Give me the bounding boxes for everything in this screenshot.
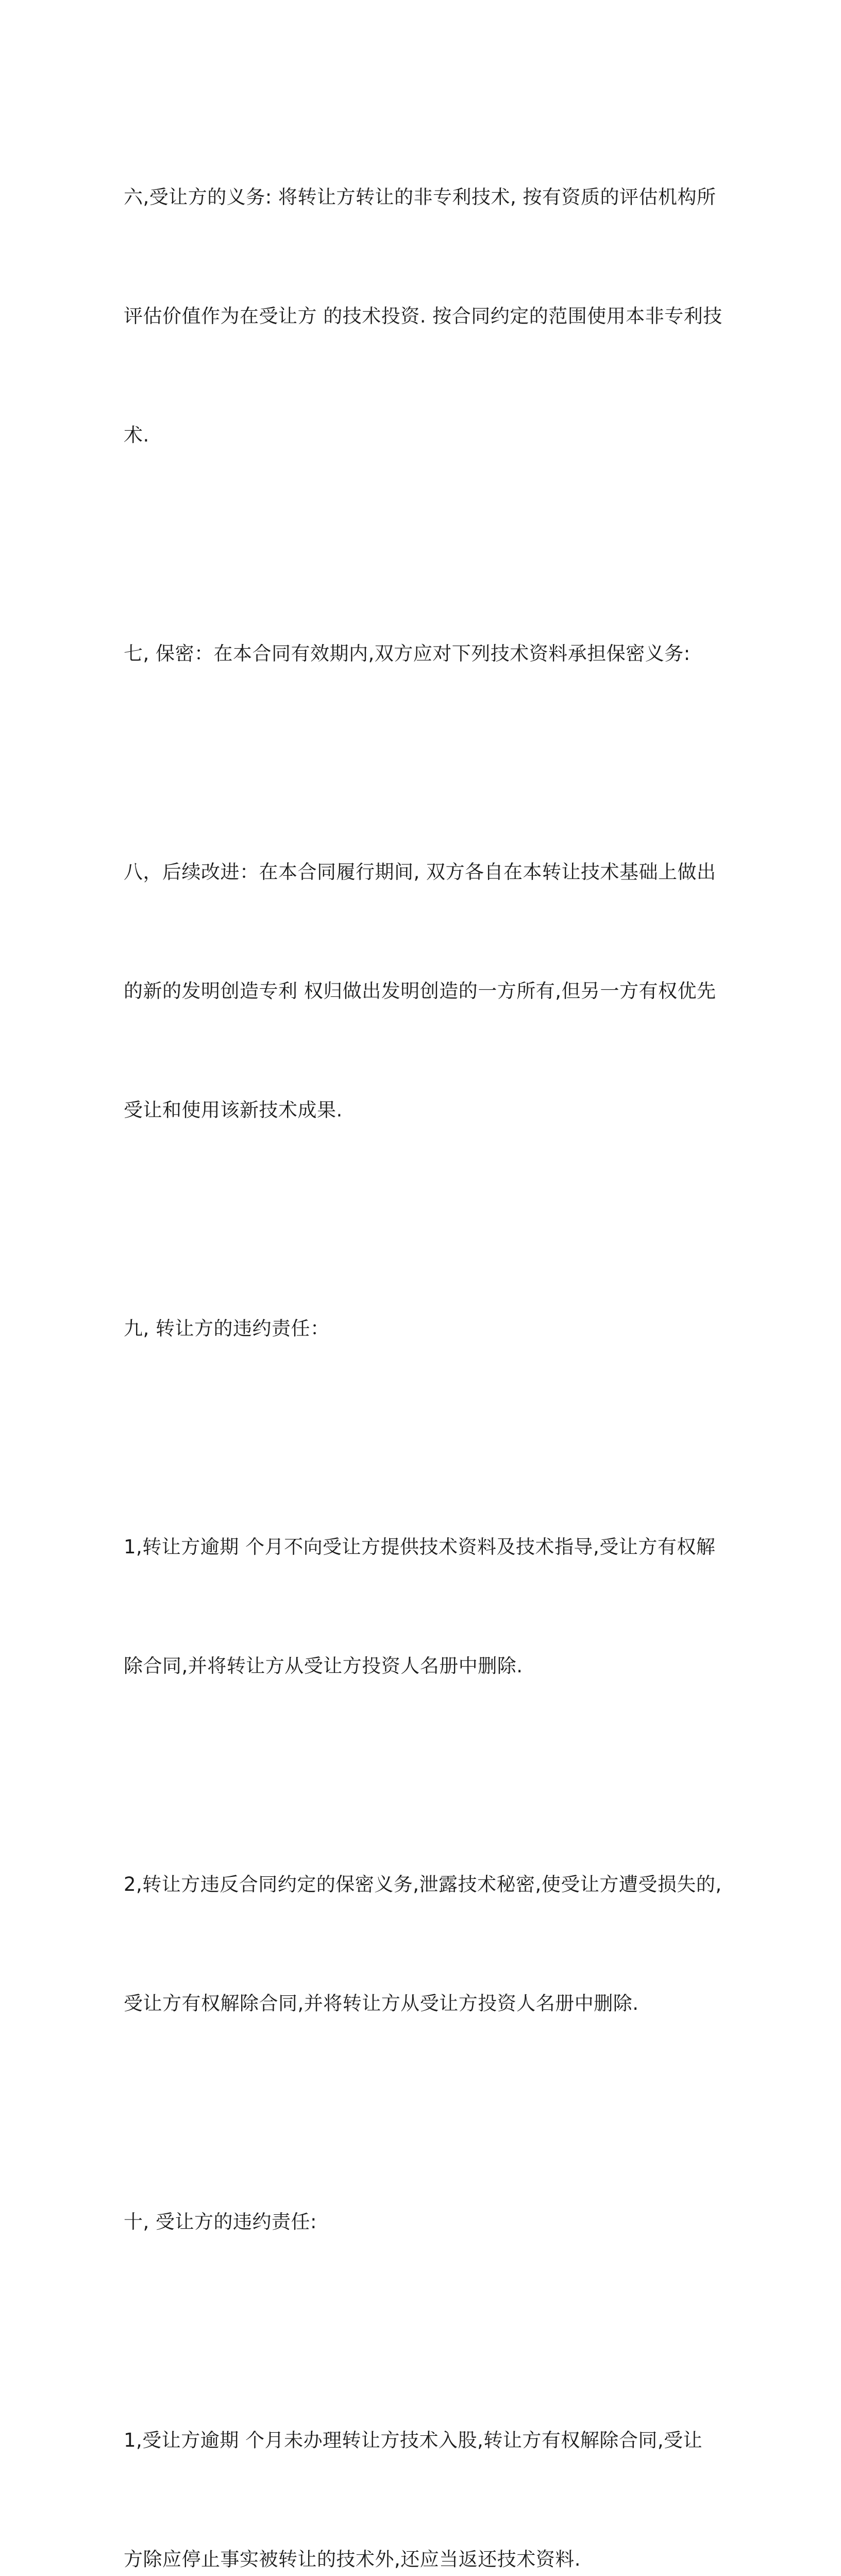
paragraph-clause-10-1 xyxy=(124,2341,711,2576)
text-line: 1,转让方逾期 个月不向受让方提供技术资料及技术指导,受让方有权解 xyxy=(124,1536,716,1558)
text-line: 受让和使用该新技术成果. xyxy=(124,1099,343,1121)
text-line: 的新的发明创造专利 权归做出发明创造的一方所有,但另一方有权优先 xyxy=(124,980,716,1002)
text-line: 术. xyxy=(124,424,149,446)
paragraph-clause-9 xyxy=(124,1229,711,1428)
text-line: 受让方有权解除合同,并将转让方从受让方投资人名册中删除. xyxy=(124,1992,639,2014)
paragraph-clause-9-2 xyxy=(124,1785,722,2103)
text-line: 2,转让方违反合同约定的保密义务,泄露技术秘密,使受让方遭受损失的, xyxy=(124,1873,722,1895)
paragraph-clause-7 xyxy=(124,554,711,753)
text-line: 1,受让方逾期 个月未办理转让方技术入股,转让方有权解除合同,受让 xyxy=(124,2429,703,2451)
text-line: 方除应停止事实被转让的技术外,还应当返还技术资料. xyxy=(124,2548,581,2570)
paragraph-clause-10 xyxy=(124,2123,711,2321)
paragraph-clause-9-1 xyxy=(124,1448,716,1765)
text-line: 除合同,并将转让方从受让方投资人名册中删除. xyxy=(124,1655,523,1677)
text-line: 八，后续改进：在本合同履行期间, 双方各自在本转让技术基础上做出 xyxy=(124,861,716,883)
text-line: 六,受让方的义务: 将转让方转让的非专利技术, 按有资质的评估机构所 xyxy=(124,186,716,208)
text-line: 九, 转让方的违约责任： xyxy=(124,1317,330,1340)
paragraph-clause-6 xyxy=(124,98,722,534)
text-line: 十, 受让方的违约责任: xyxy=(124,2211,317,2233)
paragraph-clause-8 xyxy=(124,773,716,1209)
text-line: 七, 保密：在本合同有效期内,双方应对下列技术资料承担保密义务: xyxy=(124,642,691,665)
text-line: 评估价值作为在受让方 的技术投资. 按合同约定的范围使用本非专利技 xyxy=(124,305,722,327)
document-body xyxy=(124,98,722,2576)
